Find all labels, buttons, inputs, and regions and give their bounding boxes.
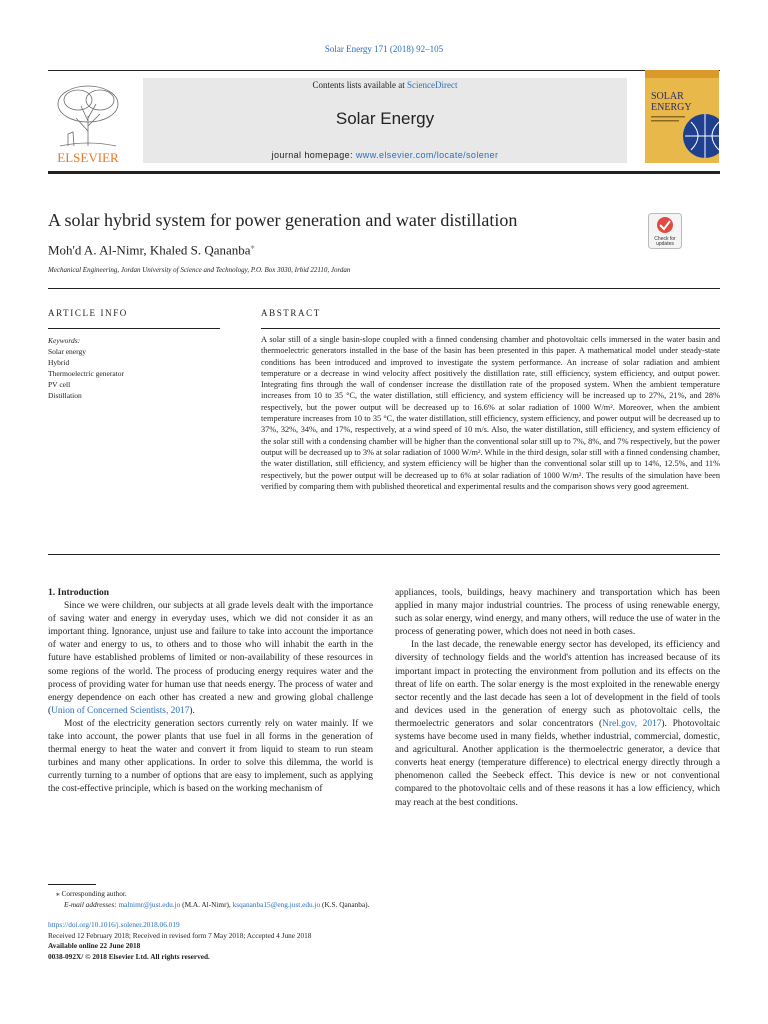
paragraph-text: Since we were children, our subjects at all grade levels dealt with the importance of saving water and energy in everyday uses, which we did not consider it as an important thing. Ignorance, unjust use and failure to take into account the importance of water and energy to us, to others and to those who will inhabit the earth in the future have established problems of limited or non-availability of these resources in some regions of the world. The process of producing energy requires water and the process of providing water for human use that needs energy. The process of water and energy dependence on each other has created a new and growing global challenge ( bbox=[48, 601, 373, 716]
available-online: Available online 22 June 2018 bbox=[48, 941, 141, 950]
homepage-link[interactable]: www.elsevier.com/locate/solener bbox=[355, 150, 499, 160]
header-rule-top bbox=[48, 70, 720, 71]
article-title: A solar hybrid system for power generation and water distillation bbox=[48, 210, 518, 230]
publication-info bbox=[48, 920, 720, 962]
article-info-rule bbox=[48, 328, 220, 329]
elsevier-wordmark: ELSEVIER bbox=[57, 150, 119, 165]
keywords-block bbox=[48, 335, 220, 401]
paragraph-text: In the last decade, the renewable energy sector has developed, its efficiency and diversity of technology fields and the world's attention has increased because of its important impact in protecting the environment from pollution and its effects on the threat of life on earth. The solar energy is the most exploited in the renewable energy sector recently and the last decade has seen a lot of development in the field of tools and devices used in the generation of energy such as photovoltaic cells, the thermoelectric generators and solar concentrators ( bbox=[395, 640, 720, 729]
sciencedirect-link[interactable]: ScienceDirect bbox=[407, 80, 458, 90]
check-updates-icon bbox=[648, 213, 682, 249]
paragraph: Most of the electricity generation sectors currently rely on water mainly. If we take into account, the power plants that use fuel in all forms in the generation of thermal energy to heat the water and convert it from liquid to steam to run steam turbines and many other applications. In order to solve this dilemma, the world is currently turning to a number of options that are easy to implement, such as applying the cost-effective principle, which is based on the working mechanism of bbox=[48, 718, 373, 795]
elsevier-tree-logo bbox=[48, 76, 128, 166]
cover-title-energy: ENERGY bbox=[651, 102, 692, 113]
keyword-item: Hybrid bbox=[48, 358, 70, 367]
badge-line2: updates bbox=[656, 241, 674, 247]
header-rule-bottom bbox=[48, 171, 720, 174]
doi-link[interactable]: https://doi.org/10.1016/j.solener.2018.06.019 bbox=[48, 920, 180, 929]
check-for-updates-badge[interactable] bbox=[648, 213, 682, 249]
keyword-item: PV cell bbox=[48, 380, 71, 389]
publication-history: Received 12 February 2018; Received in revised form 7 May 2018; Accepted 4 June 2018 bbox=[48, 930, 312, 940]
email-label: E-mail addresses: bbox=[64, 900, 119, 909]
article-info-heading: ARTICLE INFO bbox=[48, 308, 128, 318]
email-owner: (M.A. Al-Nimr), bbox=[180, 900, 233, 909]
paragraph bbox=[395, 639, 720, 809]
paragraph: appliances, tools, buildings, heavy machinery and transportation which has been applied in many major industrial countries. The process of using renewable energy, such as solar energy, wind energy, and many others, will reduce the use of water in the process of generating power, which does not need in both cases. bbox=[395, 588, 720, 638]
paragraph-text: ). Photovoltaic systems have become used in many fields, whether industrial, commercial, domestic, and agricultural. Another application is the thermoelectric generator, a device that converts heat energy (temperature difference) to electrical energy directly through a phenomenon called the Seebeck effect. This device is new or not conventional compared to the photovoltaic cells and of these reasons it has a low efficiency, which may reach at the best conditions. bbox=[395, 718, 720, 808]
corresponding-author-note: ⁎ Corresponding author. bbox=[56, 889, 127, 898]
author-affiliation: Mechanical Engineering, Jordan University of Science and Technology, P.O. Box 3030, Irbid 22110, Jordan bbox=[48, 266, 351, 274]
contents-prefix: Contents lists available at bbox=[312, 80, 407, 90]
body-column-left bbox=[48, 587, 373, 797]
authors-text[interactable]: Moh'd A. Al-Nimr, Khaled S. Qananba bbox=[48, 242, 251, 258]
abstract-heading: ABSTRACT bbox=[261, 308, 321, 318]
corresponding-author-mark[interactable]: ⁎ bbox=[250, 242, 255, 251]
badge-line1: Check for bbox=[654, 236, 676, 242]
contents-line bbox=[143, 80, 627, 90]
cover-title-solar: SOLAR bbox=[651, 91, 684, 102]
keyword-item: Thermoelectric generator bbox=[48, 369, 124, 378]
journal-name: Solar Energy bbox=[335, 109, 435, 128]
title-rule bbox=[48, 288, 720, 289]
abstract-bottom-rule bbox=[48, 554, 720, 555]
footnotes bbox=[48, 888, 720, 910]
email-owner: (K.S. Qananba). bbox=[320, 900, 370, 909]
footnote-rule bbox=[48, 884, 96, 885]
homepage-prefix: journal homepage: bbox=[271, 150, 356, 160]
keywords-label: Keywords: bbox=[48, 336, 81, 345]
introduction-heading: 1. Introduction bbox=[48, 588, 110, 598]
abstract-text: A solar still of a single basin-slope coupled with a finned condensing chamber and photovoltaic cells immersed in the water basin and thermoelectric generators installed in the base of the basin has been presented in this paper. A mathematical model under steady-state conditions has been introduced and improved to investigate the system performance. An increase of solar radiation and ambient temperature or a decrease in wind velocity affect positively the distillation rate, still efficiency, system efficiency, and output power. Integrating fins through the wall of condenser increase the distillation rate of the proposed system. When the ambient temperature increases from 10 to 35 °C, the water distillation, still efficiency, and system efficiency will be increased up to 27%, 21%, and 28% respectively, but the power output will be decreased up to 16.6% at solar radiation of 1000 W/m². Moreover, when the ambient temperature increases from 10 to 35 °C, the water distillation, still efficiency, system efficiency, and power output will be decreased up to 37%, 32%, 34%, and 17%, respectively, at a wind speed of 10 m/s. Also, the water distillation, still efficiency, and system efficiency of the solar still with a condensing chamber will be higher than the conventional solar still up to 7%, 8%, and 7% respectively, but the power output will be decreased up to 3% at solar radiation of 1000 W/m². While in the third design, solar still with a finned condensing chamber, the water distillation, still efficiency, and system efficiency will be higher than the conventional solar still up to 14%, 12.5%, and 11% respectively, but the power output will be decreased up to 6% at solar radiation of 1000 W/m². The results of the simulation have been verified by comparing them with published theoretical and experimental results and the comparison shows very good agreement. bbox=[261, 335, 720, 491]
abstract-rule bbox=[261, 328, 720, 329]
copyright-line: 0038-092X/ © 2018 Elsevier Ltd. All rights reserved. bbox=[48, 951, 210, 961]
citation-link[interactable]: Nrel.gov, 2017 bbox=[602, 718, 662, 729]
keyword-item: Distillation bbox=[48, 391, 82, 400]
email-line bbox=[48, 899, 720, 910]
citation-link[interactable]: Union of Concerned Scientists, 2017 bbox=[51, 705, 190, 716]
journal-cover-image bbox=[645, 70, 719, 163]
email-link[interactable]: malnimr@just.edu.jo bbox=[118, 900, 181, 909]
body-column-right bbox=[395, 587, 720, 810]
email-link[interactable]: ksqananba15@eng.just.edu.jo bbox=[232, 900, 321, 909]
keyword-item: Solar energy bbox=[48, 347, 86, 356]
paragraph bbox=[48, 600, 373, 718]
author-list bbox=[48, 242, 255, 258]
journal-citation[interactable]: Solar Energy 171 (2018) 92–105 bbox=[324, 44, 444, 54]
paragraph-text: ). bbox=[189, 705, 195, 716]
homepage-line bbox=[143, 150, 627, 160]
